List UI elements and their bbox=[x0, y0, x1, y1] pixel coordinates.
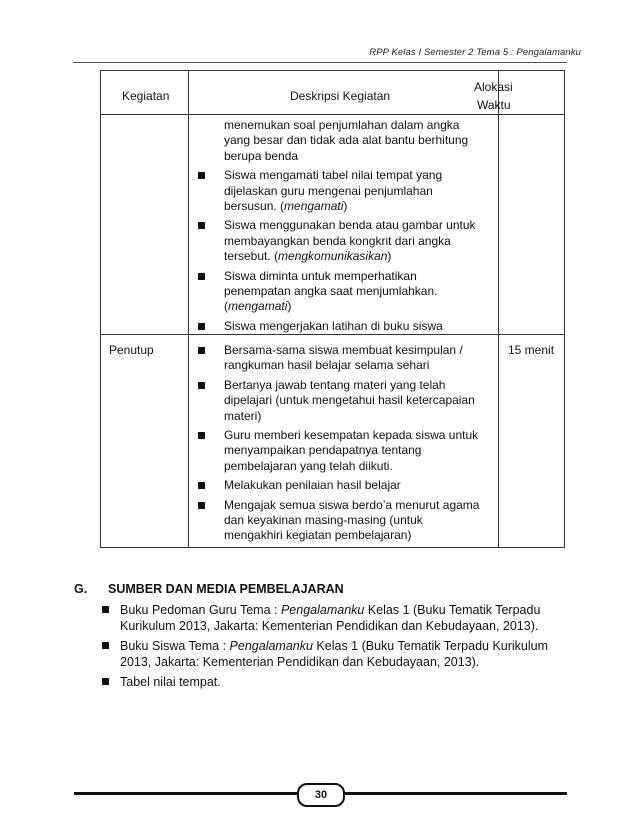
square-bullet-icon bbox=[198, 482, 205, 489]
footer-rule-right bbox=[339, 792, 567, 795]
list-item: Siswa mengamati tabel nilai tempat yang dijelaskan guru mengenai penjumlahan bersusun. (mengamati) bbox=[198, 168, 488, 214]
square-bullet-icon bbox=[102, 642, 109, 649]
list-item: Buku Pedoman Guru Tema : Pengalamanku Kelas 1 (Buku Tematik Terpadu Kurikulum 2013, Jakarta: Kementerian Pendidikan dan Kebudayaan, 2013). bbox=[102, 602, 572, 634]
header-rule bbox=[73, 62, 567, 63]
page-number: 30 bbox=[297, 783, 345, 807]
square-bullet-icon bbox=[198, 502, 205, 509]
table-border-top bbox=[100, 70, 565, 71]
list-item: Siswa mengerjakan latihan di buku siswa bbox=[198, 319, 488, 334]
table-divider-2 bbox=[498, 70, 499, 548]
header-kegiatan: Kegiatan bbox=[122, 89, 170, 103]
activity-table bbox=[100, 70, 565, 548]
square-bullet-icon bbox=[198, 347, 205, 354]
square-bullet-icon bbox=[198, 273, 205, 280]
list-item: Bertanya jawab tentang materi yang telah dipelajari (untuk mengetahui hasil ketercapaian materi) bbox=[198, 378, 488, 424]
list-item: Siswa menggunakan benda atau gambar untuk membayangkan benda kongkrit dari angka tersebut. (mengkomunikasikan) bbox=[198, 218, 488, 264]
row1-continuation: menemukan soal penjumlahan dalam angka yang besar dan tidak ada alat bantu berhitung berupa benda bbox=[224, 118, 469, 163]
list-item: Guru memberi kesempatan kepada siswa untuk menyampaikan pendapatnya tentang pembelajaran yang telah diikuti. bbox=[198, 428, 488, 474]
list-item: Buku Siswa Tema : Pengalamanku Kelas 1 (Buku Tematik Terpadu Kurikulum 2013, Jakarta: Kementerian Pendidikan dan Kebudayaan, 2013). bbox=[102, 638, 572, 670]
section-g-heading: G. SUMBER DAN MEDIA PEMBELAJARAN bbox=[74, 582, 344, 596]
row2-waktu: 15 menit bbox=[508, 343, 555, 357]
square-bullet-icon bbox=[198, 222, 205, 229]
square-bullet-icon bbox=[198, 432, 205, 439]
row2-description bbox=[198, 343, 488, 548]
table-header-rule bbox=[100, 114, 565, 115]
square-bullet-icon bbox=[198, 382, 205, 389]
square-bullet-icon bbox=[102, 678, 109, 685]
list-item: Siswa diminta untuk memperhatikan penempatan angka saat menjumlahkan. (mengamati) bbox=[198, 269, 488, 315]
list-item: Melakukan penilaian hasil belajar bbox=[198, 478, 488, 493]
table-divider-1 bbox=[188, 70, 189, 548]
header-waktu: Waktu bbox=[477, 98, 511, 112]
list-item: Bersama-sama siswa membuat kesimpulan / rangkuman hasil belajar selama sehari bbox=[198, 343, 488, 374]
square-bullet-icon bbox=[102, 606, 109, 613]
square-bullet-icon bbox=[198, 323, 205, 330]
table-border-right bbox=[564, 70, 565, 548]
square-bullet-icon bbox=[198, 172, 205, 179]
running-header: RPP Kelas I Semester 2 Tema 5 : Pengalamanku bbox=[369, 47, 581, 58]
list-item: Tabel nilai tempat. bbox=[102, 674, 572, 690]
row2-kegiatan: Penutup bbox=[109, 343, 154, 357]
list-item: Mengajak semua siswa berdo’a menurut agama dan keyakinan masing-masing (untuk mengakhiri kegiatan pembelajaran) bbox=[198, 498, 488, 544]
footer-rule-left bbox=[74, 792, 299, 795]
header-alokasi: Alokasi bbox=[474, 80, 513, 94]
row1-description bbox=[198, 118, 488, 338]
header-deskripsi: Deskripsi Kegiatan bbox=[290, 89, 391, 103]
source-list bbox=[102, 602, 572, 694]
table-border-left bbox=[100, 70, 101, 548]
